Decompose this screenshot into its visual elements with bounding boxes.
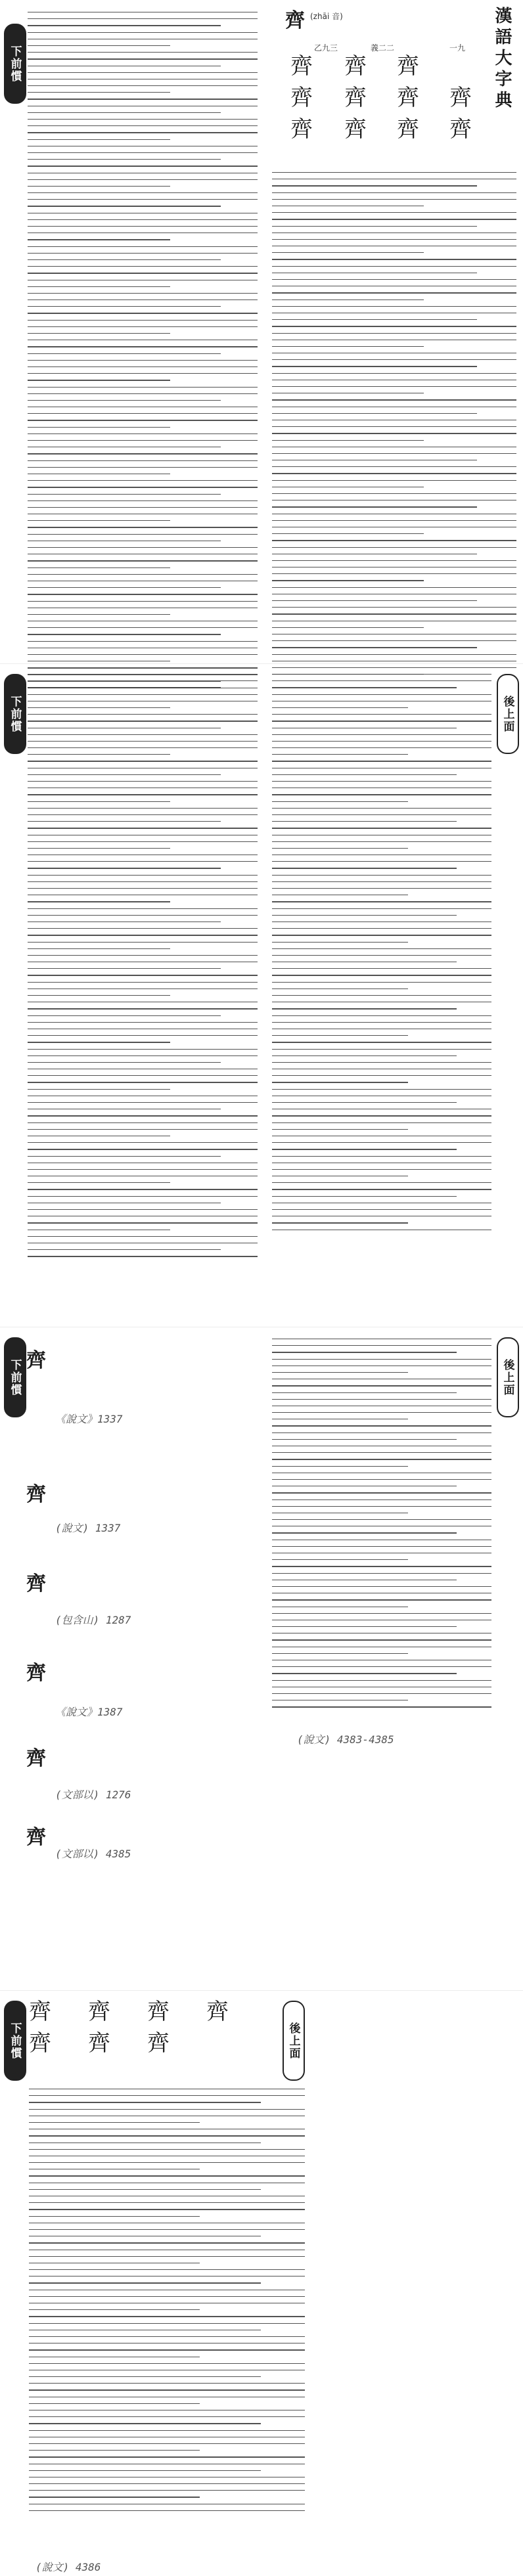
handwritten-note: (說文) 4386 <box>35 2561 101 2573</box>
handwritten-note: (文部以) 1276 <box>55 1788 131 1801</box>
seal-glyph: 齊 <box>290 53 313 79</box>
seal-glyph: 齊 <box>449 116 472 143</box>
seal-glyph: 齊 <box>29 2030 51 2056</box>
left-page-tab: 下前慣 <box>4 674 26 754</box>
handwritten-note: (文部以) 4385 <box>55 1848 131 1860</box>
right-header-block <box>272 0 516 171</box>
left-page-tab: 下前慣 <box>4 2001 26 2081</box>
page-spread-4 <box>0 1997 523 2576</box>
entry-glyph: 齊 <box>26 1662 46 1685</box>
page-spread-1 <box>0 0 523 663</box>
seal-glyph: 齊 <box>88 2030 110 2056</box>
seal-glyph: 齊 <box>449 85 472 111</box>
entry-glyph: 齊 <box>26 1349 46 1372</box>
handwritten-note: (說文) 1337 <box>55 1522 121 1534</box>
handwritten-note: 《說文》1337 <box>55 1413 123 1425</box>
seal-glyph: 齊 <box>344 85 367 111</box>
seal-glyph: 齊 <box>397 53 419 79</box>
headword-meta: (zhāi 音) <box>310 12 343 21</box>
seal-glyph: 齊 <box>88 1999 110 2025</box>
left-text-column <box>28 674 258 1263</box>
left-page-tab: 下前慣 <box>4 24 26 104</box>
code-b: 義二二 <box>371 43 395 53</box>
right-page-tab: 後上面 <box>497 674 519 754</box>
entry-glyph: 齊 <box>26 1572 46 1595</box>
left-page-tab: 下前慣 <box>4 1337 26 1417</box>
right-text-column <box>272 172 516 680</box>
seal-glyph: 齊 <box>29 1999 51 2025</box>
right-text-column <box>272 674 491 1236</box>
handwritten-note: (說文) 4383-4385 <box>297 1733 394 1746</box>
handwritten-note: (包含山) 1287 <box>55 1614 131 1626</box>
page-spread-2 <box>0 670 523 1327</box>
code-c: 一九 <box>449 43 466 53</box>
seal-glyph: 齊 <box>290 116 313 143</box>
seal-glyph: 齊 <box>344 116 367 143</box>
page-break <box>0 663 523 664</box>
dictionary-title: 漢語大字典 <box>492 7 512 112</box>
seal-glyph: 齊 <box>147 1999 170 2025</box>
seal-glyph: 齊 <box>397 85 419 111</box>
right-page-tab: 後上面 <box>283 2001 305 2081</box>
entry-glyph: 齊 <box>26 1483 46 1506</box>
left-text-column <box>28 12 258 694</box>
headword-glyph: 齊 <box>285 9 305 32</box>
entry-glyph: 齊 <box>26 1826 46 1849</box>
glyph-grid <box>29 1997 279 2082</box>
right-page-tab: 後上面 <box>497 1337 519 1417</box>
seal-glyph: 齊 <box>147 2030 170 2056</box>
page-break <box>0 1990 523 1991</box>
seal-glyph: 齊 <box>290 85 313 111</box>
seal-glyph: 齊 <box>344 53 367 79</box>
page-spread-3 <box>0 1333 523 1990</box>
seal-glyph: 齊 <box>397 116 419 143</box>
entry-glyph: 齊 <box>26 1747 46 1770</box>
handwritten-note: 《說文》1387 <box>55 1706 123 1718</box>
code-a: 乙九三 <box>314 43 338 53</box>
seal-glyph: 齊 <box>206 1999 229 2025</box>
bottom-text-block <box>29 2089 305 2517</box>
right-text-column <box>272 1339 491 1714</box>
